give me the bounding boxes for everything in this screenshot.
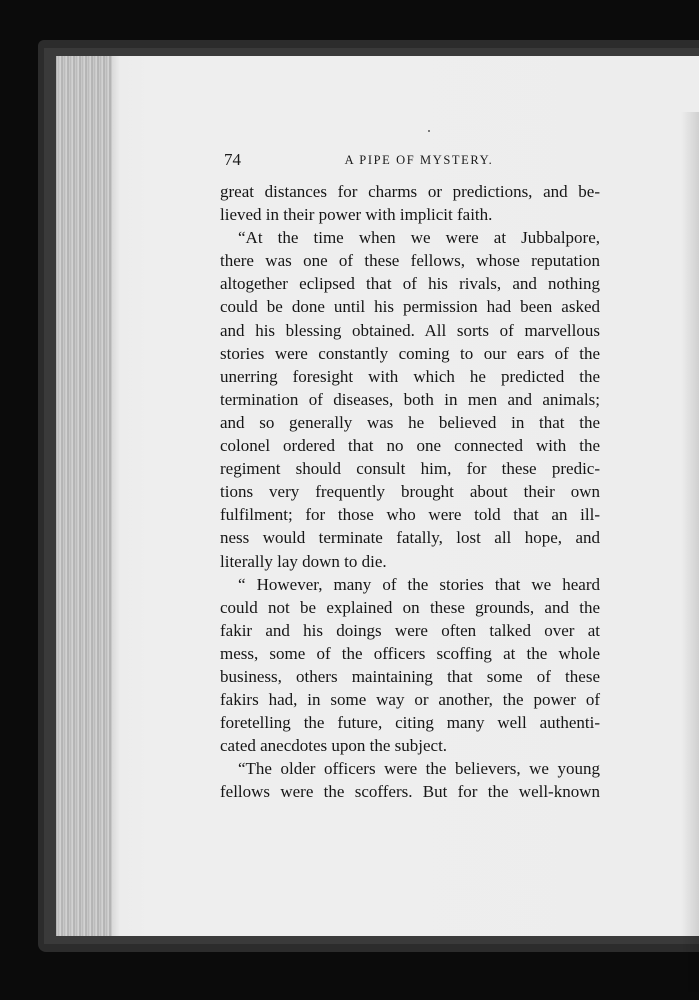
text-line: and so generally was he believed in that the: [220, 412, 600, 432]
page-number: 74: [224, 150, 241, 169]
text-line: “At the time when we were at Jubbalpore,: [238, 228, 600, 248]
text-line: literally lay down to die.: [220, 551, 387, 571]
text-line: tions very frequently brought about their own: [220, 482, 600, 502]
text-line: could be done until his permission had been asked: [220, 297, 600, 317]
text-line: there was one of these fellows, whose reputation: [220, 251, 600, 271]
text-line: fakir and his doings were often talked over at: [220, 620, 600, 640]
text-line: and his blessing obtained. All sorts of marvellous: [220, 320, 600, 340]
text-line: cated anecdotes upon the subject.: [220, 736, 448, 756]
text-line: termination of diseases, both in men and animals;: [220, 389, 600, 409]
text-line: fellows were the scoffers. But for the well-known: [220, 782, 600, 802]
page-edges: [56, 56, 116, 936]
page-shadow: [681, 112, 699, 992]
text-line: fakirs had, in some way or another, the power of: [220, 690, 600, 710]
text-line: fulfilment; for those who were told that an ill-: [220, 505, 600, 525]
text-line: stories were constantly coming to our ears of the: [220, 343, 600, 363]
running-title: A PIPE OF MYSTERY.: [344, 153, 494, 167]
text-line: lieved in their power with implicit faith.: [220, 205, 493, 225]
text-line: colonel ordered that no one connected with the: [220, 436, 600, 456]
text-line: business, others maintaining that some of these: [220, 666, 600, 686]
text-line: “ However, many of the stories that we heard: [238, 574, 600, 594]
text-line: great distances for charms or predictions, and be-: [220, 182, 600, 201]
text-line: altogether eclipsed that of his rivals, and nothing: [220, 274, 600, 294]
text-line: unerring foresight with which he predicted the: [220, 366, 600, 386]
text-line: could not be explained on these grounds, and the: [220, 597, 600, 617]
text-line: mess, some of the officers scoffing at the whole: [220, 643, 600, 663]
text-line: ness would terminate fatally, lost all hope, and: [220, 528, 600, 548]
text-line: “The older officers were the believers, we young: [238, 759, 600, 779]
text-line: foretelling the future, citing many well authenti-: [220, 713, 600, 733]
body-text: [220, 180, 600, 804]
text-line: regiment should consult him, for these predic-: [220, 459, 600, 479]
ink-speck: [428, 130, 430, 132]
page-header: [224, 150, 600, 174]
